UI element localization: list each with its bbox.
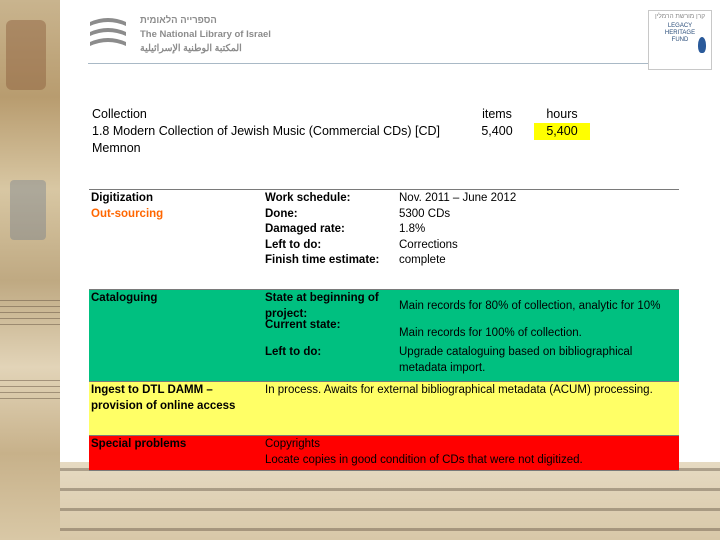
header-divider <box>88 63 658 64</box>
cataloguing-details <box>263 290 679 381</box>
state-begin-value: Main records for 80% of collection, analytic for 10% <box>399 300 661 312</box>
special-problems-line-2: Locate copies in good condition of CDs that were not digitized. <box>265 453 583 466</box>
state-begin-label: State at beginning of project: <box>265 292 379 320</box>
digitization-details <box>263 190 679 289</box>
current-state-label: Current state: <box>265 318 341 331</box>
digitization-heading <box>89 190 263 289</box>
left-to-do-row <box>265 238 677 254</box>
legacy-line-1: LEGACY <box>667 23 693 29</box>
finish-estimate-label: Finish time estimate: <box>265 254 380 266</box>
digitization-title: Digitization <box>91 192 153 204</box>
nli-name-arabic: المكتبة الوطنية الإسرائيلية <box>140 43 242 54</box>
items-value: 5,400 <box>481 124 513 138</box>
legacy-name-hebrew: קרן מורשת הרמלין <box>654 13 706 20</box>
hebrew-manuscript-band <box>60 462 720 540</box>
current-state-value: Main records for 100% of collection. <box>399 326 582 339</box>
legacy-line-2: HERITAGE <box>664 30 696 36</box>
digitization-row <box>89 189 679 290</box>
items-stat <box>476 106 518 140</box>
manuscript-side-image <box>0 0 60 540</box>
finish-estimate-row <box>265 253 677 269</box>
ingest-row <box>89 382 679 436</box>
nli-wordmark <box>140 14 271 56</box>
digitization-subtitle: Out-sourcing <box>91 207 164 220</box>
damaged-rate-value: 1.8% <box>399 223 426 235</box>
damaged-rate-row <box>265 222 677 238</box>
left-to-do-value: Corrections <box>399 238 458 251</box>
finish-estimate-value: complete <box>399 254 446 266</box>
nli-name-hebrew: הספרייה הלאומית <box>140 15 217 26</box>
cataloguing-left-label: Left to do: <box>265 346 322 359</box>
ingest-title: Ingest to DTL DAMM – provision of online access <box>91 384 236 412</box>
special-problems-details <box>263 436 679 470</box>
ingest-value: In process. Awaits for external bibliographical metadata (ACUM) processing. <box>265 384 653 396</box>
hours-value: 5,400 <box>534 123 590 140</box>
nli-logo-icon <box>88 16 128 52</box>
legacy-line-3: FUND <box>671 37 689 43</box>
collection-label: Collection <box>92 107 147 121</box>
special-problems-row <box>89 436 679 471</box>
nli-name-english: The National Library of Israel <box>140 29 271 40</box>
hours-label: hours <box>546 107 578 121</box>
collection-subname: Memnon <box>92 141 141 155</box>
special-problems-line-1: Copyrights <box>265 438 320 450</box>
damaged-rate-label: Damaged rate: <box>265 223 345 235</box>
cataloguing-title: Cataloguing <box>91 292 158 304</box>
work-schedule-row <box>265 191 677 207</box>
legacy-heritage-fund-logo <box>648 10 712 70</box>
work-schedule-value: Nov. 2011 – June 2012 <box>399 192 517 204</box>
status-table <box>89 189 679 471</box>
special-problems-title: Special problems <box>91 438 187 450</box>
collection-info <box>92 106 440 157</box>
flame-icon <box>698 37 706 53</box>
items-label: items <box>482 107 512 121</box>
done-label: Done: <box>265 207 298 220</box>
hours-stat <box>534 106 590 140</box>
done-row <box>265 207 677 223</box>
work-schedule-label: Work schedule: <box>265 192 351 204</box>
cataloguing-row <box>89 290 679 382</box>
cataloguing-left-value: Upgrade cataloguing based on bibliographical metadata import. <box>399 346 633 374</box>
collection-name: 1.8 Modern Collection of Jewish Music (Commercial CDs) [CD] <box>92 124 441 138</box>
left-to-do-label: Left to do: <box>265 238 322 251</box>
done-value: 5300 CDs <box>399 207 451 220</box>
